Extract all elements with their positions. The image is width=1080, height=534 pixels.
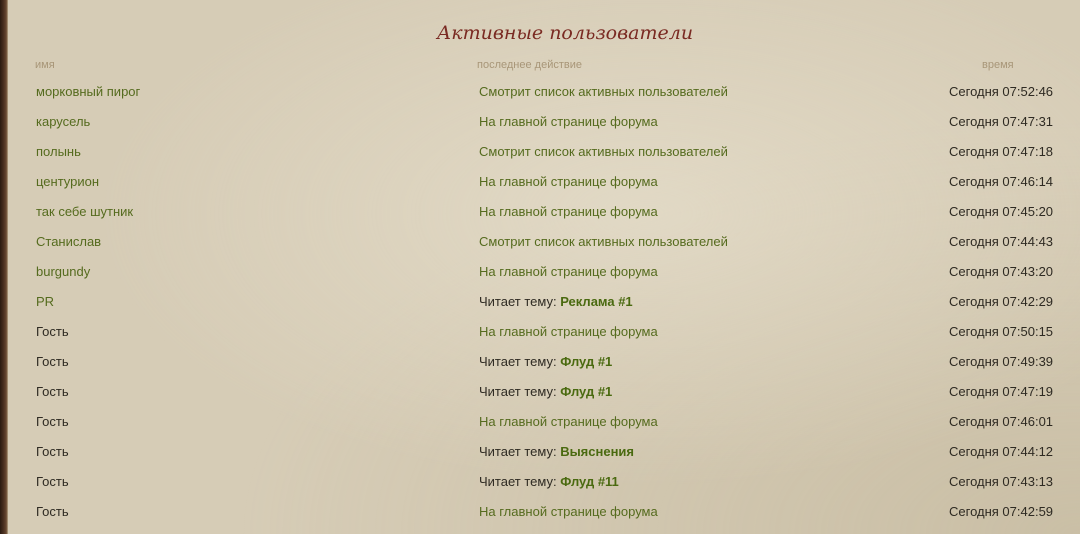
table-row <box>8 406 1080 436</box>
table-row <box>8 166 1080 196</box>
guest-name: Гость <box>36 354 69 369</box>
guest-name: Гость <box>36 324 69 339</box>
action-link[interactable]: Смотрит список активных пользователей <box>479 234 728 249</box>
action-link[interactable]: На главной странице форума <box>479 114 658 129</box>
action-link[interactable]: На главной странице форума <box>479 414 658 429</box>
action-link[interactable]: На главной странице форума <box>479 264 658 279</box>
user-name-link[interactable]: центурион <box>36 174 100 189</box>
table-row <box>8 436 1080 466</box>
last-seen-time: Сегодня 07:45:20 <box>949 204 1054 219</box>
table-row <box>8 496 1080 526</box>
table-row <box>8 286 1080 316</box>
table-row <box>8 136 1080 166</box>
last-seen-time: Сегодня 07:44:12 <box>949 444 1054 459</box>
column-header-action: последнее действие <box>477 59 582 71</box>
action-link[interactable]: На главной странице форума <box>479 324 658 339</box>
action-prefix: Читает тему: <box>479 474 561 489</box>
table-row <box>8 106 1080 136</box>
last-action <box>479 354 612 369</box>
last-seen-time: Сегодня 07:46:01 <box>949 414 1054 429</box>
user-name-link[interactable]: PR <box>36 294 55 309</box>
column-header-name: имя <box>35 59 55 71</box>
last-seen-time: Сегодня 07:47:31 <box>949 114 1054 129</box>
last-seen-time: Сегодня 07:50:15 <box>949 324 1054 339</box>
active-users-list <box>8 76 1080 526</box>
action-prefix: Читает тему: <box>479 444 561 459</box>
last-seen-time: Сегодня 07:43:20 <box>949 264 1054 279</box>
last-action <box>479 384 612 399</box>
topic-link[interactable]: Флуд #1 <box>560 384 613 399</box>
table-row <box>8 316 1080 346</box>
table-row <box>8 376 1080 406</box>
user-name-link[interactable]: Станислав <box>36 234 102 249</box>
guest-name: Гость <box>36 444 69 459</box>
last-seen-time: Сегодня 07:47:19 <box>949 384 1054 399</box>
user-name-link[interactable]: burgundy <box>36 264 91 279</box>
guest-name: Гость <box>36 504 69 519</box>
page-title: Активные пользователи <box>436 22 694 44</box>
last-seen-time: Сегодня 07:44:43 <box>949 234 1054 249</box>
table-row <box>8 346 1080 376</box>
guest-name: Гость <box>36 474 69 489</box>
topic-link[interactable]: Выяснения <box>560 444 635 459</box>
table-row <box>8 466 1080 496</box>
user-name-link[interactable]: морковный пирог <box>36 84 141 99</box>
column-header-time: время <box>982 59 1014 71</box>
user-name-link[interactable]: полынь <box>36 144 81 159</box>
table-row <box>8 256 1080 286</box>
user-name-link[interactable]: карусель <box>36 114 91 129</box>
action-prefix: Читает тему: <box>479 384 561 399</box>
action-link[interactable]: На главной странице форума <box>479 504 658 519</box>
guest-name: Гость <box>36 414 69 429</box>
active-users-panel <box>8 0 1080 534</box>
action-link[interactable]: Смотрит список активных пользователей <box>479 84 728 99</box>
book-binding-edge <box>0 0 8 534</box>
action-link[interactable]: На главной странице форума <box>479 174 658 189</box>
last-seen-time: Сегодня 07:49:39 <box>949 354 1054 369</box>
last-seen-time: Сегодня 07:42:29 <box>949 294 1054 309</box>
user-name-link[interactable]: так себе шутник <box>36 204 134 219</box>
topic-link[interactable]: Реклама #1 <box>560 294 633 309</box>
last-seen-time: Сегодня 07:43:13 <box>949 474 1054 489</box>
action-link[interactable]: На главной странице форума <box>479 204 658 219</box>
last-seen-time: Сегодня 07:52:46 <box>949 84 1054 99</box>
table-row <box>8 226 1080 256</box>
last-action <box>479 474 619 489</box>
last-action <box>479 294 633 309</box>
topic-link[interactable]: Флуд #11 <box>560 474 619 489</box>
last-seen-time: Сегодня 07:46:14 <box>949 174 1054 189</box>
action-prefix: Читает тему: <box>479 354 561 369</box>
table-row <box>8 76 1080 106</box>
last-seen-time: Сегодня 07:42:59 <box>949 504 1054 519</box>
last-action <box>479 444 634 459</box>
topic-link[interactable]: Флуд #1 <box>560 354 613 369</box>
action-prefix: Читает тему: <box>479 294 561 309</box>
table-row <box>8 196 1080 226</box>
action-link[interactable]: Смотрит список активных пользователей <box>479 144 728 159</box>
guest-name: Гость <box>36 384 69 399</box>
last-seen-time: Сегодня 07:47:18 <box>949 144 1054 159</box>
